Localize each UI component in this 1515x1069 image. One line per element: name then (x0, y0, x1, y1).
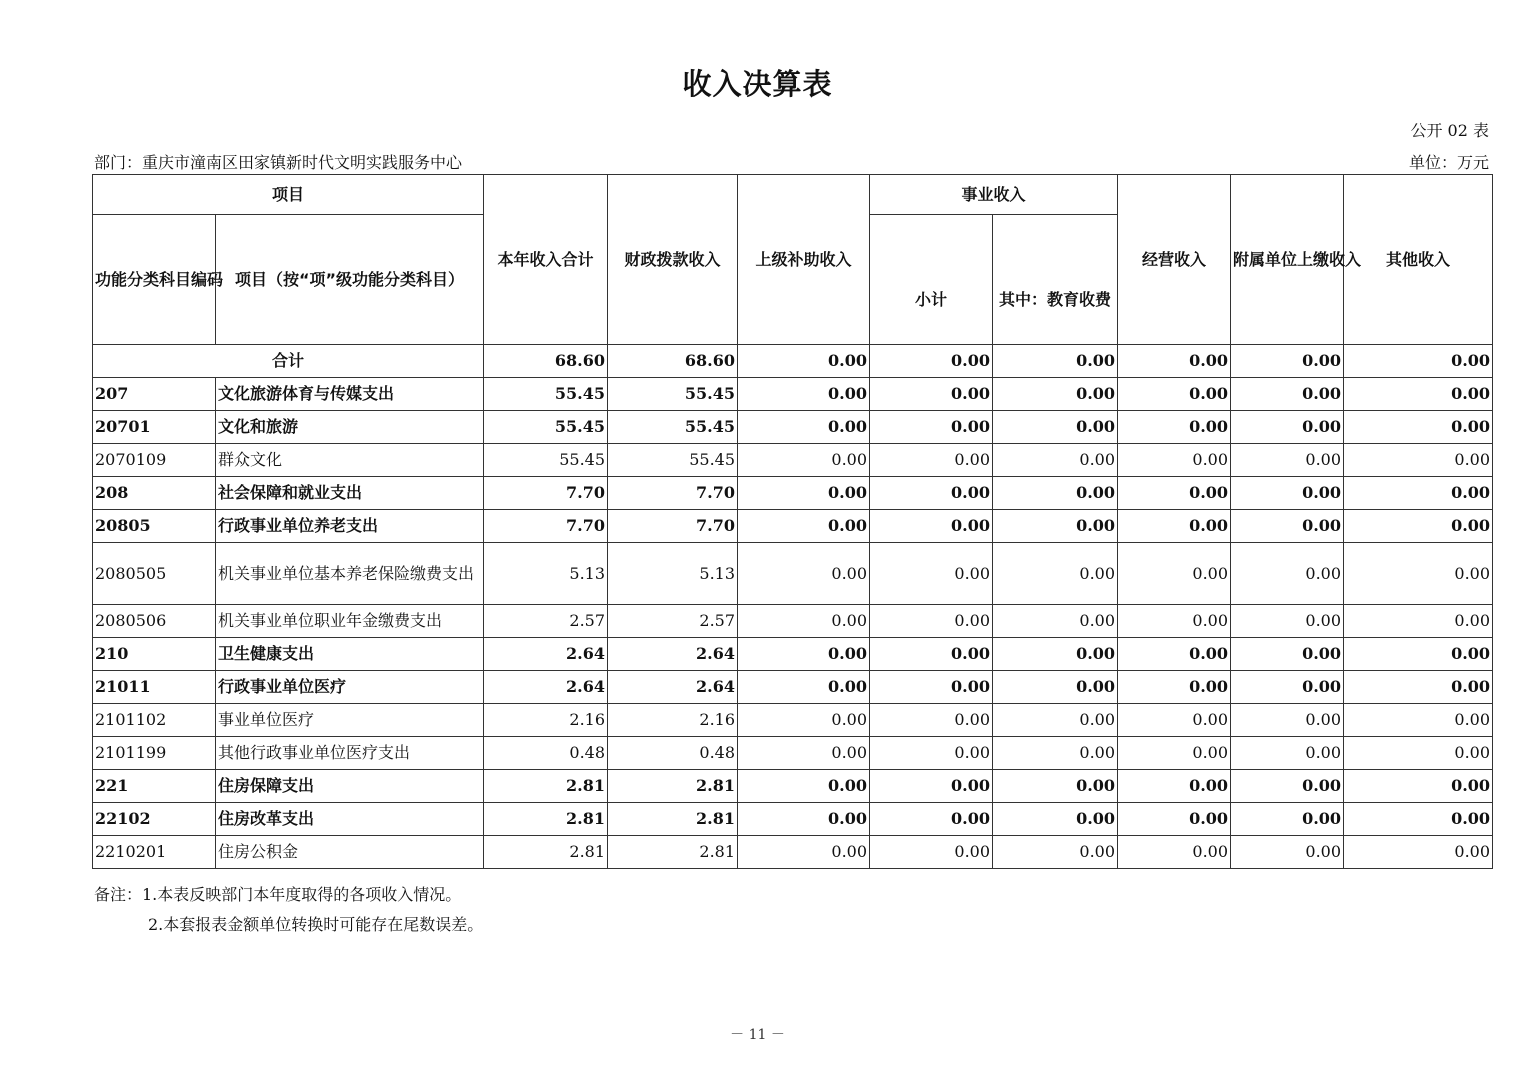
row-value: 0.00 (1118, 638, 1231, 671)
header-total: 本年收入合计 (484, 175, 608, 345)
row-value: 0.00 (1344, 543, 1493, 605)
row-value: 0.00 (870, 543, 993, 605)
row-value: 0.00 (1344, 803, 1493, 836)
row-value: 0.00 (1118, 770, 1231, 803)
row-value: 0.00 (993, 444, 1118, 477)
total-value: 68.60 (608, 345, 738, 378)
table-row (93, 444, 1493, 477)
row-value: 0.00 (870, 737, 993, 770)
row-value: 0.00 (1231, 704, 1344, 737)
row-value: 0.00 (1344, 770, 1493, 803)
header-subtotal: 小计 (870, 215, 993, 345)
row-value: 0.00 (1231, 477, 1344, 510)
row-value: 0.00 (738, 836, 870, 869)
row-value: 2.81 (484, 803, 608, 836)
row-name: 行政事业单位医疗 (216, 671, 484, 704)
row-code: 210 (93, 638, 216, 671)
row-value: 7.70 (608, 477, 738, 510)
row-value: 0.00 (1231, 836, 1344, 869)
row-name: 住房改革支出 (216, 803, 484, 836)
row-value: 0.00 (1118, 836, 1231, 869)
header-name: 项目（按“项”级功能分类科目） (216, 215, 484, 345)
row-value: 0.00 (1344, 671, 1493, 704)
row-value: 0.00 (993, 770, 1118, 803)
row-value: 55.45 (608, 444, 738, 477)
row-value: 0.00 (993, 543, 1118, 605)
row-value: 2.81 (608, 836, 738, 869)
row-value: 55.45 (608, 378, 738, 411)
table-body (93, 345, 1493, 869)
header-code: 功能分类科目编码 (93, 215, 216, 345)
row-value: 0.00 (1231, 510, 1344, 543)
row-value: 55.45 (484, 444, 608, 477)
total-value: 0.00 (1118, 345, 1231, 378)
row-value: 55.45 (608, 411, 738, 444)
income-final-accounts-table (92, 174, 1493, 869)
row-code: 2080506 (93, 605, 216, 638)
row-value: 0.00 (1118, 510, 1231, 543)
row-value: 2.81 (608, 770, 738, 803)
row-value: 0.00 (870, 477, 993, 510)
row-code: 2101199 (93, 737, 216, 770)
row-value: 0.00 (993, 477, 1118, 510)
row-value: 0.00 (1231, 411, 1344, 444)
row-code: 2070109 (93, 444, 216, 477)
row-value: 0.00 (1231, 378, 1344, 411)
row-value: 0.00 (993, 803, 1118, 836)
row-code: 2080505 (93, 543, 216, 605)
row-value: 2.64 (484, 638, 608, 671)
total-value: 0.00 (1344, 345, 1493, 378)
table-row (93, 605, 1493, 638)
row-value: 7.70 (608, 510, 738, 543)
row-value: 0.00 (870, 605, 993, 638)
row-value: 0.00 (993, 638, 1118, 671)
row-value: 0.00 (993, 671, 1118, 704)
table-row (93, 737, 1493, 770)
row-value: 0.00 (738, 704, 870, 737)
row-value: 0.00 (870, 444, 993, 477)
row-code: 2210201 (93, 836, 216, 869)
row-value: 0.00 (1344, 638, 1493, 671)
row-value: 0.00 (738, 444, 870, 477)
row-value: 2.16 (608, 704, 738, 737)
row-value: 2.81 (484, 770, 608, 803)
total-value: 0.00 (993, 345, 1118, 378)
table-row (93, 543, 1493, 605)
total-value: 68.60 (484, 345, 608, 378)
row-value: 0.00 (1231, 638, 1344, 671)
row-value: 0.00 (1118, 704, 1231, 737)
row-value: 0.00 (1344, 737, 1493, 770)
row-code: 20805 (93, 510, 216, 543)
row-value: 0.00 (738, 671, 870, 704)
row-value: 0.00 (1231, 671, 1344, 704)
row-value: 55.45 (484, 411, 608, 444)
row-value: 0.00 (738, 770, 870, 803)
row-name: 机关事业单位职业年金缴费支出 (216, 605, 484, 638)
row-value: 0.00 (1344, 510, 1493, 543)
header-business: 经营收入 (1118, 175, 1231, 345)
row-name: 群众文化 (216, 444, 484, 477)
row-value: 0.00 (1344, 444, 1493, 477)
row-value: 0.00 (993, 378, 1118, 411)
row-value: 0.00 (738, 543, 870, 605)
table-row (93, 378, 1493, 411)
table-row (93, 770, 1493, 803)
row-value: 0.00 (1118, 411, 1231, 444)
page-title: 收入决算表 (682, 67, 833, 101)
row-value: 0.00 (1231, 737, 1344, 770)
total-value: 0.00 (870, 345, 993, 378)
row-name: 其他行政事业单位医疗支出 (216, 737, 484, 770)
row-value: 0.00 (870, 411, 993, 444)
total-value: 0.00 (1231, 345, 1344, 378)
row-value: 2.16 (484, 704, 608, 737)
header-other: 其他收入 (1344, 175, 1493, 345)
row-value: 0.00 (738, 605, 870, 638)
row-value: 0.00 (1344, 605, 1493, 638)
row-value: 0.48 (484, 737, 608, 770)
row-value: 0.00 (1231, 770, 1344, 803)
row-value: 0.00 (1344, 477, 1493, 510)
row-value: 0.00 (993, 737, 1118, 770)
department-label: 部门：重庆市潼南区田家镇新时代文明实践服务中心 (94, 153, 463, 172)
total-row (93, 345, 1493, 378)
row-value: 2.81 (608, 803, 738, 836)
row-value: 0.48 (608, 737, 738, 770)
row-value: 0.00 (870, 803, 993, 836)
table-row (93, 477, 1493, 510)
row-value: 0.00 (1118, 444, 1231, 477)
row-value: 5.13 (608, 543, 738, 605)
row-name: 文化和旅游 (216, 411, 484, 444)
row-value: 0.00 (1118, 543, 1231, 605)
row-value: 0.00 (870, 671, 993, 704)
row-value: 0.00 (870, 704, 993, 737)
row-value: 2.64 (608, 671, 738, 704)
form-number: 公开 02 表 (1410, 121, 1489, 140)
row-value: 0.00 (738, 638, 870, 671)
header-superior: 上级补助收入 (738, 175, 870, 345)
row-value: 0.00 (993, 510, 1118, 543)
row-value: 0.00 (870, 638, 993, 671)
row-value: 2.57 (484, 605, 608, 638)
row-name: 住房保障支出 (216, 770, 484, 803)
header-project: 项目 (93, 175, 484, 215)
row-value: 0.00 (738, 411, 870, 444)
row-value: 0.00 (1231, 605, 1344, 638)
row-value: 0.00 (1118, 378, 1231, 411)
row-value: 0.00 (993, 411, 1118, 444)
row-value: 0.00 (1118, 477, 1231, 510)
row-code: 2101102 (93, 704, 216, 737)
row-value: 0.00 (993, 836, 1118, 869)
row-value: 0.00 (870, 378, 993, 411)
row-value: 7.70 (484, 477, 608, 510)
row-value: 0.00 (993, 704, 1118, 737)
row-value: 0.00 (870, 836, 993, 869)
note-line-1: 备注：1.本表反映部门本年度取得的各项收入情况。 (94, 885, 462, 904)
row-name: 社会保障和就业支出 (216, 477, 484, 510)
row-value: 0.00 (738, 510, 870, 543)
row-value: 0.00 (1231, 543, 1344, 605)
row-name: 住房公积金 (216, 836, 484, 869)
page-number: － 11 － (730, 1027, 785, 1043)
table-row (93, 638, 1493, 671)
row-value: 0.00 (993, 605, 1118, 638)
row-value: 0.00 (1344, 836, 1493, 869)
row-value: 55.45 (484, 378, 608, 411)
table-row (93, 510, 1493, 543)
row-code: 20701 (93, 411, 216, 444)
row-name: 事业单位医疗 (216, 704, 484, 737)
row-value: 0.00 (1344, 411, 1493, 444)
total-value: 0.00 (738, 345, 870, 378)
row-value: 2.81 (484, 836, 608, 869)
row-value: 0.00 (1231, 803, 1344, 836)
row-value: 0.00 (1118, 803, 1231, 836)
row-value: 0.00 (1118, 605, 1231, 638)
header-fiscal: 财政拨款收入 (608, 175, 738, 345)
row-name: 卫生健康支出 (216, 638, 484, 671)
row-value: 0.00 (738, 803, 870, 836)
row-code: 221 (93, 770, 216, 803)
table-row (93, 671, 1493, 704)
table-row (93, 411, 1493, 444)
row-name: 文化旅游体育与传媒支出 (216, 378, 484, 411)
row-value: 0.00 (1118, 737, 1231, 770)
total-label: 合计 (93, 345, 484, 378)
row-code: 22102 (93, 803, 216, 836)
table-row (93, 803, 1493, 836)
row-value: 0.00 (1231, 444, 1344, 477)
row-code: 207 (93, 378, 216, 411)
row-code: 21011 (93, 671, 216, 704)
row-name: 行政事业单位养老支出 (216, 510, 484, 543)
row-value: 2.64 (484, 671, 608, 704)
row-value: 0.00 (1344, 378, 1493, 411)
row-value: 0.00 (738, 737, 870, 770)
unit-label: 单位：万元 (1408, 153, 1489, 172)
notes (94, 880, 483, 940)
row-name: 机关事业单位基本养老保险缴费支出 (216, 543, 484, 605)
row-value: 7.70 (484, 510, 608, 543)
row-value: 0.00 (1344, 704, 1493, 737)
row-value: 0.00 (738, 378, 870, 411)
row-value: 2.64 (608, 638, 738, 671)
row-value: 0.00 (738, 477, 870, 510)
table-row (93, 836, 1493, 869)
header-career: 事业收入 (870, 175, 1118, 215)
row-value: 0.00 (870, 510, 993, 543)
table-row (93, 704, 1493, 737)
row-value: 0.00 (1118, 671, 1231, 704)
row-code: 208 (93, 477, 216, 510)
note-line-2: 2.本套报表金额单位转换时可能存在尾数误差。 (148, 915, 484, 934)
header-affiliated: 附属单位上缴收入 (1231, 175, 1344, 345)
header-education: 其中：教育收费 (993, 215, 1118, 345)
row-value: 0.00 (870, 770, 993, 803)
row-value: 2.57 (608, 605, 738, 638)
row-value: 5.13 (484, 543, 608, 605)
